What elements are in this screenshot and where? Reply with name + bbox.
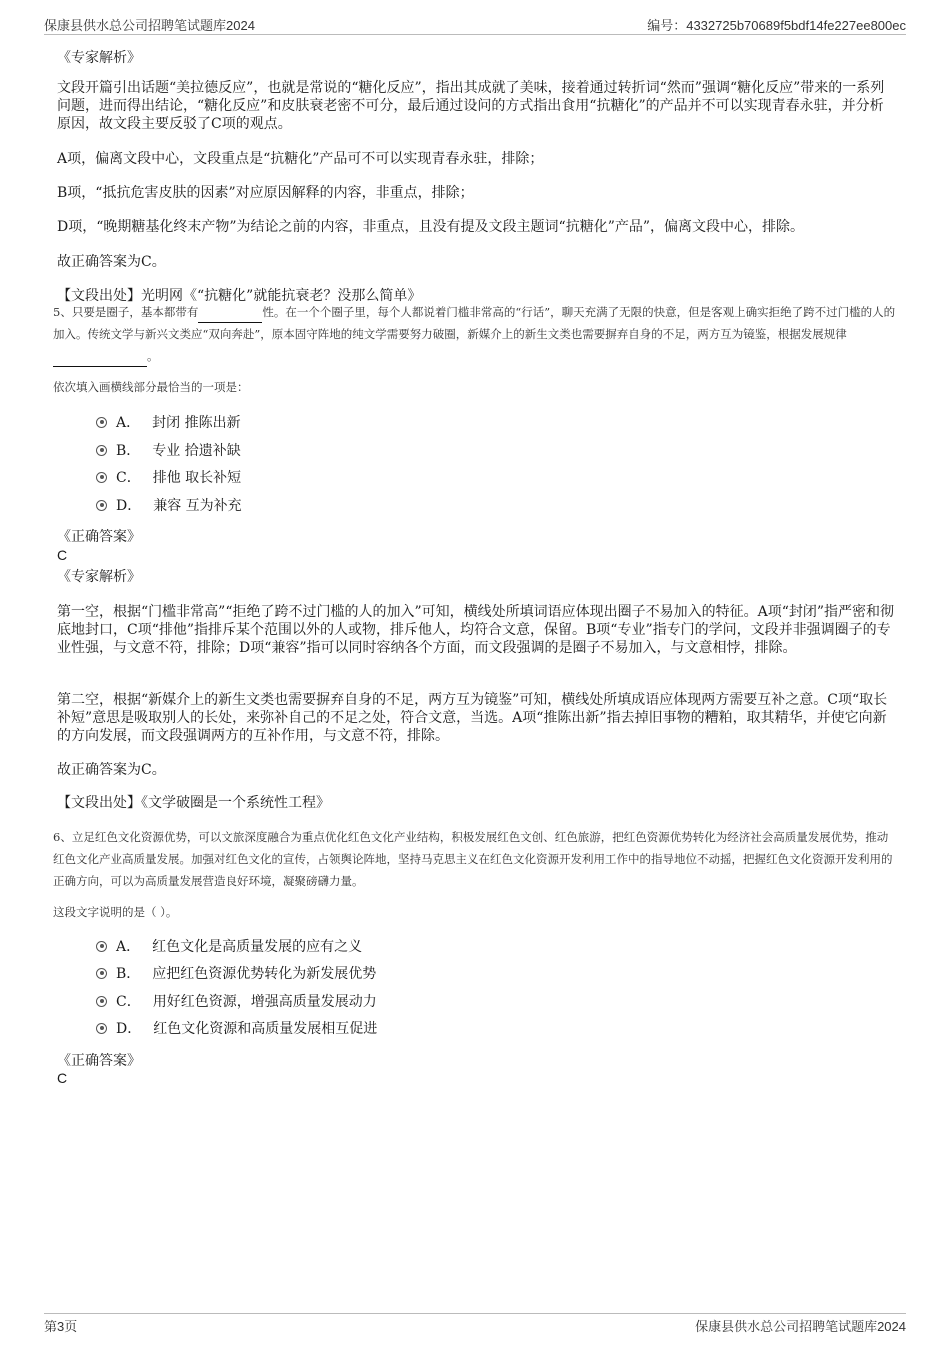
page-number: 第3页: [44, 1319, 78, 1334]
question-stem: 6、立足红色文化资源优势，可以文旅深度融合为重点优化红色文化产业结构，积极发展红色文创、红色旅游，把红色资源优势转化为经济社会高质量发展优势，推动红色文化产业高质量发展。加强对红色文化的宣传，占领舆论阵地，坚持马克思主义在红色文化资源开发利用工作中的指导地位不动摇，把握红色文化资源开发利用的正确方向，可以为高质量发展营造良好环境，凝聚磅礴力量。: [53, 830, 893, 888]
radio-icon[interactable]: [96, 445, 107, 456]
header-title: 保康县供水总公司招聘笔试题库2024: [44, 18, 255, 33]
correct-answer: C: [57, 547, 68, 563]
radio-icon[interactable]: [96, 500, 107, 511]
option-c[interactable]: C． 排他 取长补短: [96, 468, 241, 488]
radio-icon[interactable]: [96, 941, 107, 952]
option-b[interactable]: B． 专业 拾遗补缺: [96, 441, 241, 461]
option-d[interactable]: D． 红色文化资源和高质量发展相互促进: [96, 1019, 377, 1039]
option-d[interactable]: D． 兼容 互为补充: [96, 496, 242, 516]
question-prompt: 这段文字说明的是（ ）。: [53, 905, 178, 919]
analysis-option-b: B项，“抵抗危害皮肤的因素”对应原因解释的内容，非重点，排除；: [57, 185, 474, 201]
radio-icon[interactable]: [96, 968, 107, 979]
conclusion: 故正确答案为C。: [57, 762, 166, 778]
page-footer: [44, 1313, 906, 1336]
option-a[interactable]: A． 红色文化是高质量发展的应有之义: [96, 937, 362, 957]
source-citation: 【文段出处】光明网《“抗糖化”就能抗衰老？没那么简单》: [57, 288, 422, 304]
question-prompt: 依次填入画横线部分最恰当的一项是：: [53, 380, 249, 394]
expert-analysis-label: 《专家解析》: [57, 50, 141, 66]
analysis-paragraph: 第一空，根据“门槛非常高”“拒绝了跨不过门槛的人的加入”可知，横线处所填词语应体现出圈子不易加入的特征。A项“封闭”指严密和彻底地封口，C项“排他”指排斥某个范围以外的人或物，排斥他人，均符合文意，保留。B项“专业”指专门的学问，文段并非强调圈子的专业性强，与文意不符，排除；D项“兼容”指可以同时容纳各个方面，而文段强调的是圈子不易加入，与文意相悖，排除。: [57, 604, 895, 656]
expert-analysis-label: 《专家解析》: [57, 569, 141, 585]
document-id: 编号：4332725b70689f5bdf14fe227ee800ec: [647, 18, 906, 33]
radio-icon[interactable]: [96, 472, 107, 483]
source-citation: 【文段出处】《文学破圈是一个系统性工程》: [57, 795, 330, 811]
option-a[interactable]: A． 封闭 推陈出新: [96, 413, 241, 433]
correct-answer: C: [57, 1070, 68, 1086]
page-header: [44, 12, 906, 35]
analysis-option-d: D项，“晚期糖基化终末产物”为结论之前的内容，非重点，且没有提及文段主题词“抗糖化”产品”，偏离文段中心，排除。: [57, 219, 805, 235]
correct-answer-label: 《正确答案》: [57, 529, 141, 545]
radio-icon[interactable]: [96, 996, 107, 1007]
analysis-paragraph: 文段开篇引出话题“美拉德反应”，也就是常说的“糖化反应”，指出其成就了美味，接着通过转折词“然而”强调“糖化反应”带来的一系列问题，进而得出结论，“糖化反应”和皮肤衰老密不可分，最后通过设问的方式指出食用“抗糖化”的产品并不可以实现青春永驻，并分析原因，故文段主要反驳了C项的观点。: [57, 80, 885, 132]
answer-blank: [53, 354, 147, 367]
option-b[interactable]: B． 应把红色资源优势转化为新发展优势: [96, 964, 376, 984]
question-stem: 5、只要是圈子，基本都带有 性。在一个个圈子里，每个人都说着门槛非常高的“行话”，聊天充满了无限的快意，但是客观上确实拒绝了跨不过门槛的人的加入。传统文学与新兴文类应“双向奔赴”，原本固守阵地的纯文学需要努力破圈，新媒介上的新生文类也需要摒弃自身的不足，两方互为镜鉴，根据发展规律。: [53, 301, 898, 367]
footer-title: 保康县供水总公司招聘笔试题库2024: [695, 1319, 906, 1334]
radio-icon[interactable]: [96, 417, 107, 428]
option-c[interactable]: C． 用好红色资源，增强高质量发展动力: [96, 992, 377, 1012]
answer-blank: [198, 310, 262, 323]
radio-icon[interactable]: [96, 1023, 107, 1034]
analysis-paragraph: 第二空，根据“新媒介上的新生文类也需要摒弃自身的不足，两方互为镜鉴”可知，横线处所填成语应体现两方需要互补之意。C项“取长补短”意思是吸取别人的长处，来弥补自己的不足之处，符合文意，当选。A项“推陈出新”指去掉旧事物的糟粕，取其精华，并使它向新的方向发展，而文段强调两方的互补作用，与文意不符，排除。: [57, 692, 888, 744]
correct-answer-label: 《正确答案》: [57, 1053, 141, 1069]
analysis-option-a: A项，偏离文段中心，文段重点是“抗糖化”产品可不可以实现青春永驻，排除；: [57, 151, 544, 167]
conclusion: 故正确答案为C。: [57, 254, 166, 270]
